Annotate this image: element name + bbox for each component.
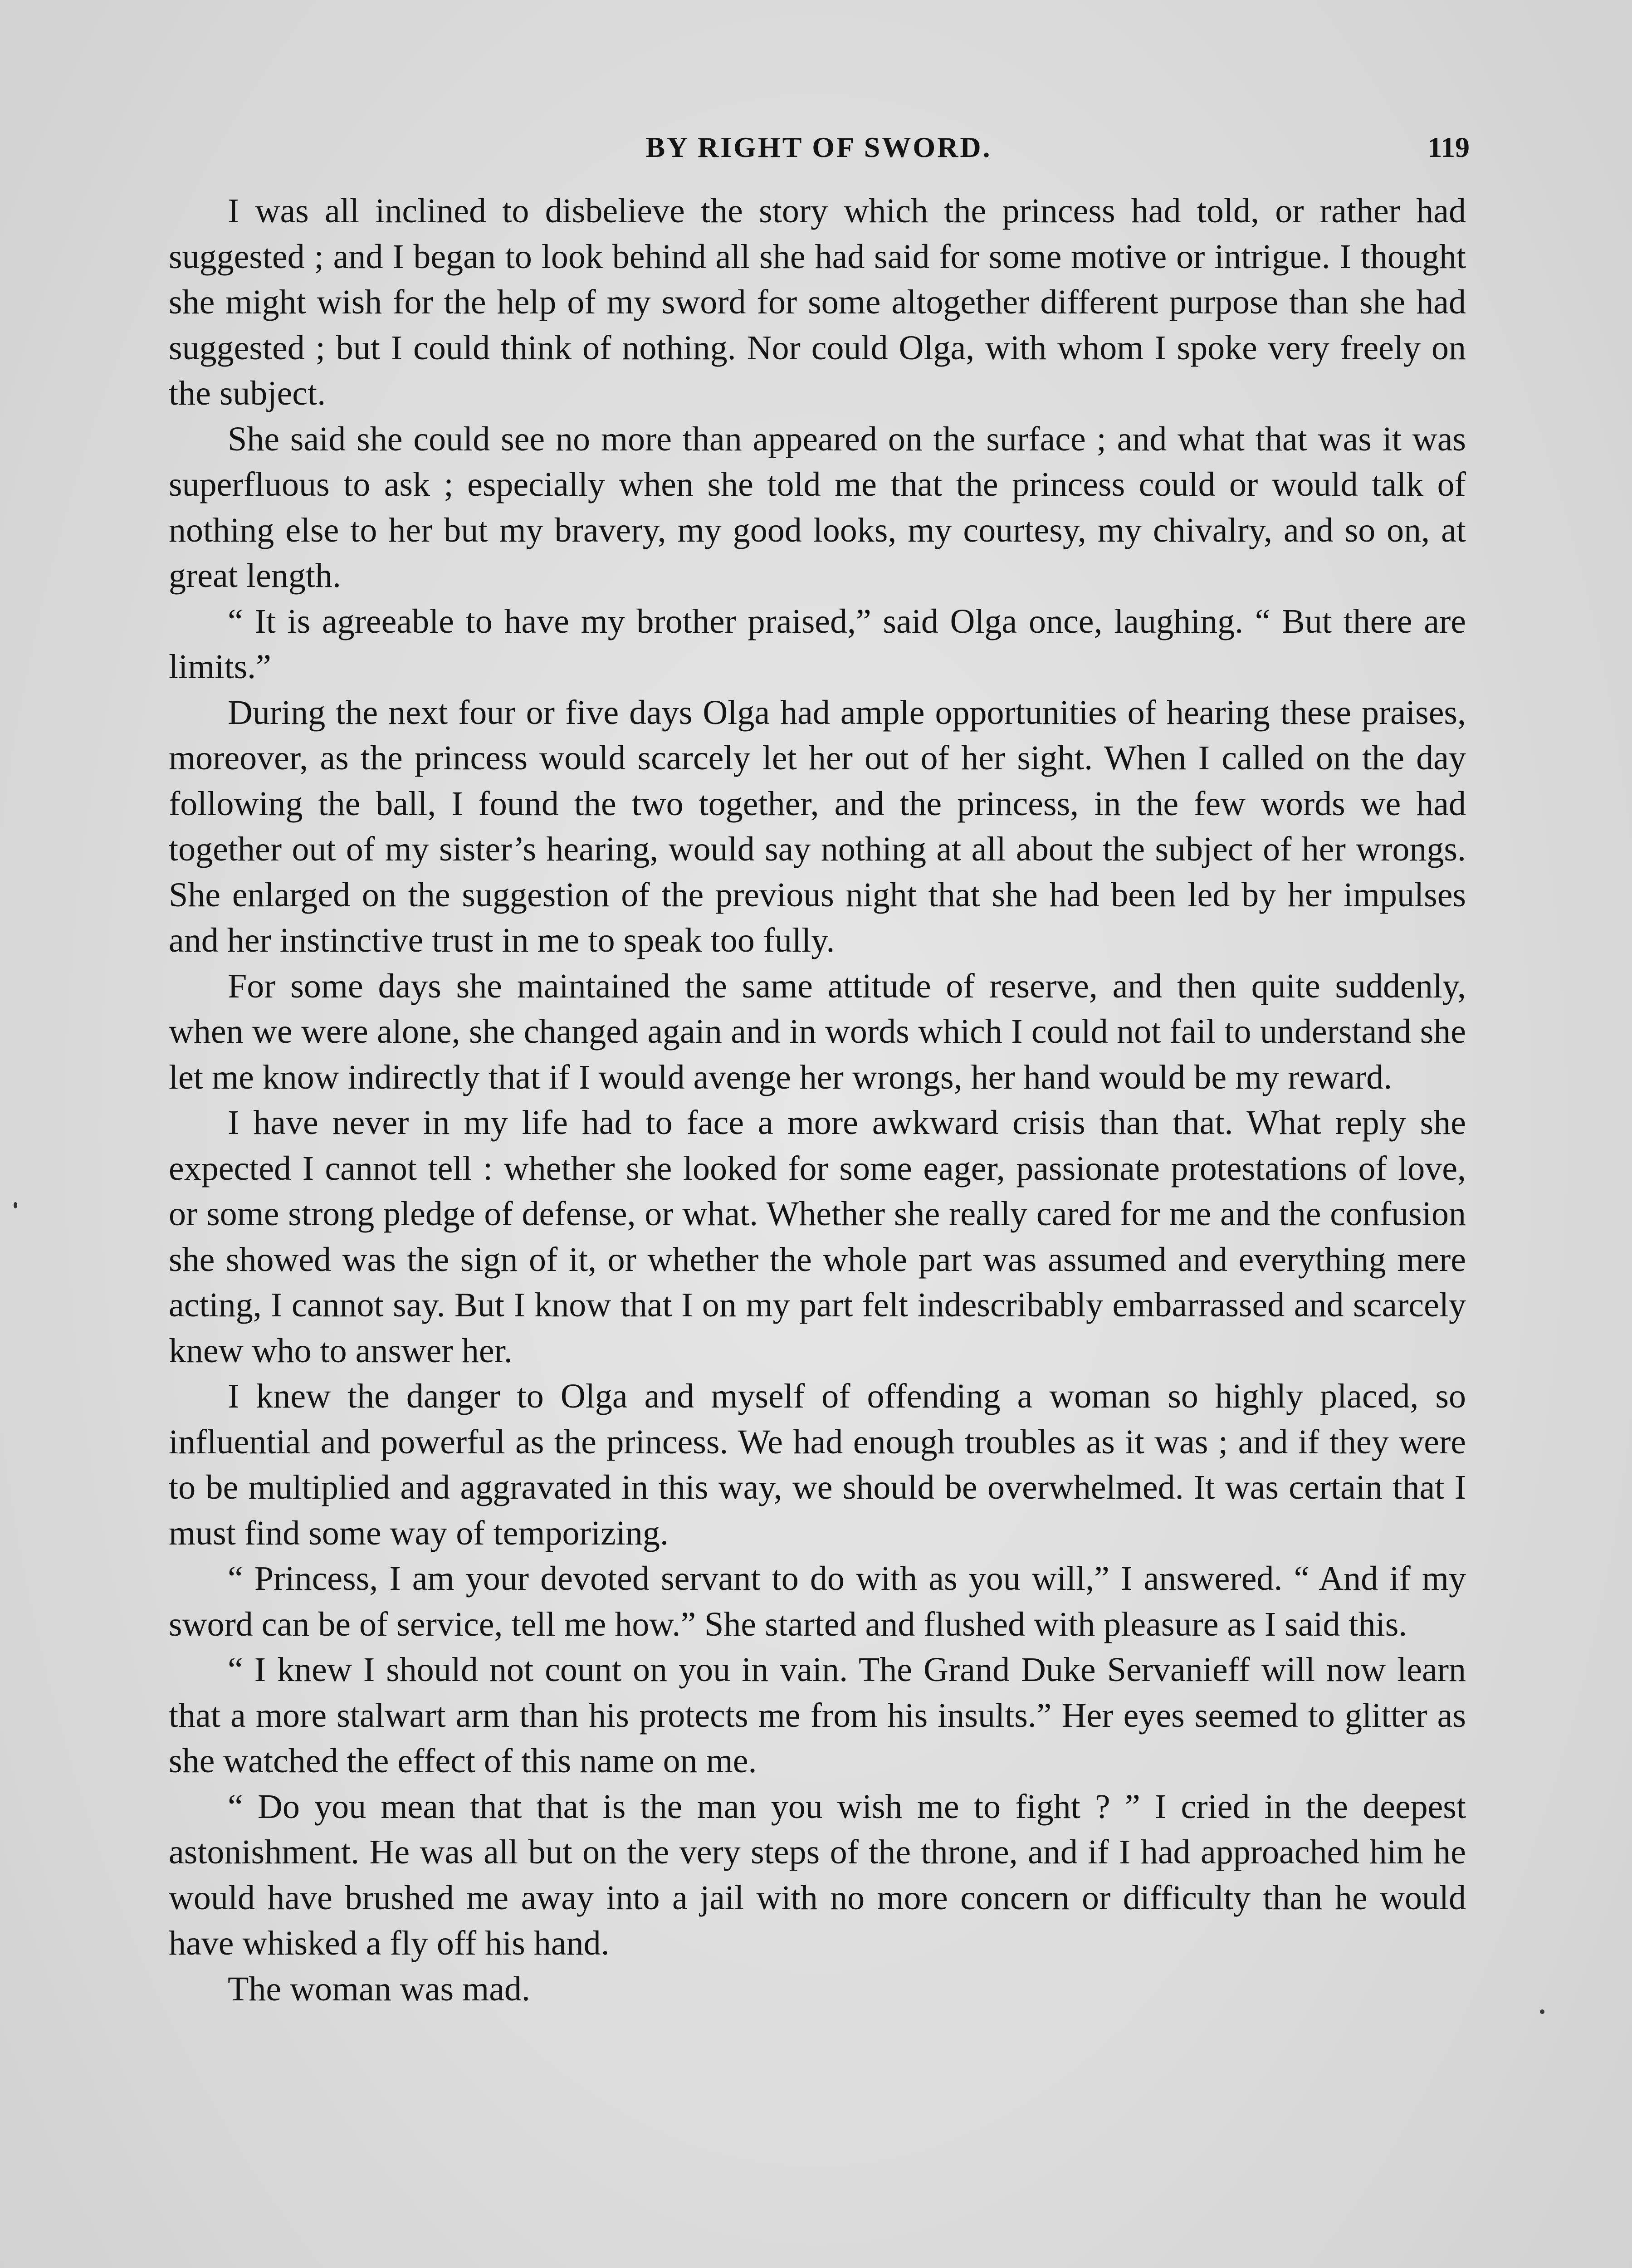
paragraph: I knew the danger to Olga and myself of offending a woman so highly placed, so influential and powerful as the princess. We had enough troubles as it was ; and if they were to be multiplied and aggravated in this way, we should be overwhelmed. It was certain that I must find some way of temporizing. <box>169 1377 1466 1552</box>
paragraph: “ I knew I should not count on you in vain. The Grand Duke Servanieff will now learn that a more stalwart arm than his protects me from his insults.” Her eyes seemed to glitter as she watched the effect of this name on me. <box>169 1651 1466 1780</box>
paragraph: “ Do you mean that that is the man you wish me to fight ? ” I cried in the deepest astonishment. He was all but on the very steps of the throne, and if I had approached him he would have brushed me away into a jail with no more concern or difficulty than he would have whisked a fly off his hand. <box>169 1787 1466 1962</box>
paragraph: I was all inclined to disbelieve the story which the princess had told, or rather had suggested ; and I began to look behind all she had said for some motive or intrigue. I thought she might wish for the help of my sword for some altogether different purpose than she had suggested ; but I could think of nothing. Nor could Olga, with whom I spoke very freely on the subject. <box>169 192 1466 412</box>
paragraph: “ It is agreeable to have my brother praised,” said Olga once, laughing. “ But there are limits.” <box>169 602 1466 686</box>
page-number: 119 <box>1427 131 1470 163</box>
ink-speck <box>14 1202 17 1208</box>
paragraph: During the next four or five days Olga had ample opportunities of hearing these praises, moreover, as the princess would scarcely let her out of her sight. When I called on the day following the ball, I found the two together, and the princess, in the few words we had together out of my sister’s hearing, would say nothing at all about the subject of her wrongs. She enlarged on the suggestion of the previous night that she had been led by her impulses and her instinctive trust in me to speak too fully. <box>169 693 1466 959</box>
body-text <box>169 188 1466 2012</box>
paragraph: She said she could see no more than appeared on the surface ; and what that was it was superfluous to ask ; especially when she told me that the princess could or would talk of nothing else to her but my bravery, my good looks, my courtesy, my chivalry, and so on, at great length. <box>169 420 1466 595</box>
running-title: BY RIGHT OF SWORD. <box>645 131 992 163</box>
paragraph: I have never in my life had to face a more awkward crisis than that. What reply she expected I cannot tell : whether she looked for some eager, passionate protestations of love, or some strong pledge of defense, or what. Whether she really cared for me and the confusion she showed was the sign of it, or whether the whole part was assumed and everything mere acting, I cannot say. But I know that I on my part felt indescribably embarrassed and scarcely knew who to answer her. <box>169 1104 1466 1370</box>
ink-speck <box>1540 2009 1544 2014</box>
paragraph: “ Princess, I am your devoted servant to do with as you will,” I answered. “ And if my sword can be of service, tell me how.” She started and flushed with pleasure as I said this. <box>169 1559 1466 1643</box>
paragraph: The woman was mad. <box>228 1970 530 2008</box>
paragraph: For some days she maintained the same attitude of reserve, and then quite suddenly, when we were alone, she changed again and in words which I could not fail to understand she let me know indirectly that if I would avenge her wrongs, her hand would be my reward. <box>169 967 1466 1096</box>
page-header <box>168 131 1470 171</box>
